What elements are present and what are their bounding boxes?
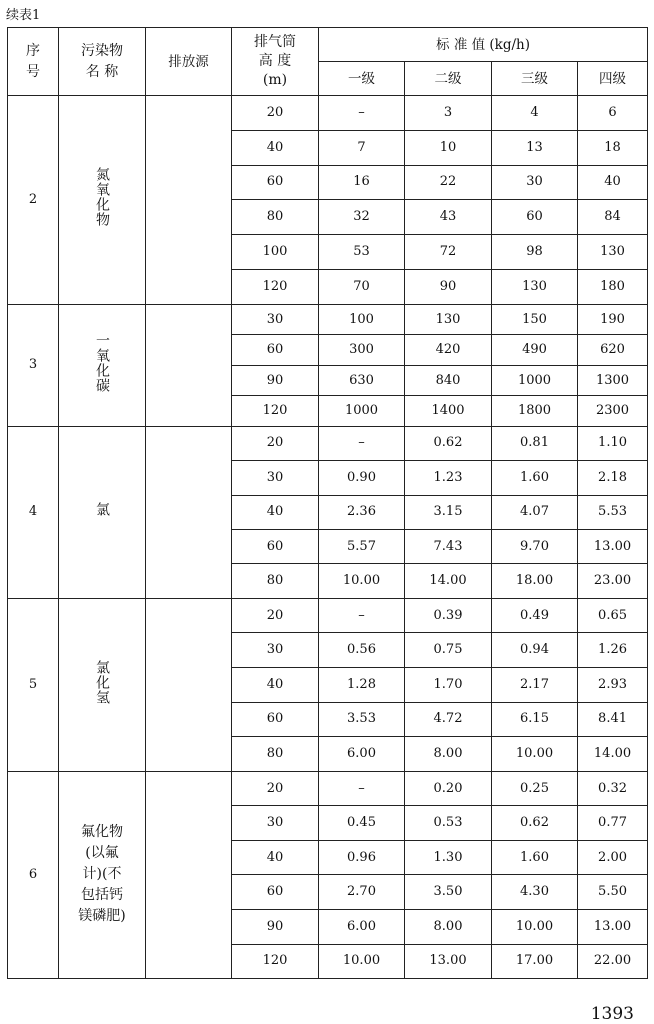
grade-2-value-cell: 10 (405, 130, 492, 165)
pollutant-name: 氮氧化物 (94, 167, 110, 228)
stack-height-cell: 20 (232, 771, 319, 806)
pollutant-name-cell (59, 771, 146, 979)
pollutant-name: 氯 (94, 502, 110, 518)
source-cell (146, 598, 232, 771)
grade-3-value-cell: 4 (492, 96, 578, 131)
grade-3-value-cell: 0.94 (492, 633, 578, 668)
grade-2-value-cell: 3.15 (405, 495, 492, 529)
grade-2-value-cell: 1400 (405, 396, 492, 427)
grade-4-value-cell: 2.93 (578, 667, 648, 702)
grade-4-value-cell: 5.53 (578, 495, 648, 529)
grade-4-value-cell: 13.00 (578, 910, 648, 945)
grade-4-value-cell: 6 (578, 96, 648, 131)
table-row (8, 598, 648, 633)
grade-3-value-cell: 60 (492, 200, 578, 235)
stack-height-cell: 80 (232, 564, 319, 598)
grade-2-value-cell: 4.72 (405, 702, 492, 737)
seq-cell: 4 (8, 426, 59, 598)
stack-height-cell: 90 (232, 365, 319, 396)
grade-4-value-cell: 1300 (578, 365, 648, 396)
grade-4-value-cell: 22.00 (578, 944, 648, 979)
seq-cell: 5 (8, 598, 59, 771)
grade-1-value-cell: 53 (319, 235, 405, 270)
grade-2-value-cell: 7.43 (405, 529, 492, 563)
grade-1-value-cell: 1000 (319, 396, 405, 427)
grade-2-value-cell: 22 (405, 165, 492, 200)
header-pollutant (59, 28, 146, 96)
stack-height-cell: 30 (232, 806, 319, 841)
source-cell (146, 426, 232, 598)
grade-2-value-cell: 43 (405, 200, 492, 235)
grade-3-value-cell: 98 (492, 235, 578, 270)
grade-1-value-cell: – (319, 426, 405, 460)
grade-1-value-cell: 6.00 (319, 737, 405, 772)
grade-3-value-cell: 150 (492, 304, 578, 335)
grade-4-value-cell: 14.00 (578, 737, 648, 772)
grade-3-value-cell: 2.17 (492, 667, 578, 702)
grade-1-value-cell: 300 (319, 335, 405, 366)
pollutant-name: 一氧化碳 (94, 332, 110, 393)
grade-4-value-cell: 84 (578, 200, 648, 235)
header-seq (8, 28, 59, 96)
grade-4-value-cell: 8.41 (578, 702, 648, 737)
pollutant-name: 氯化氢 (94, 659, 110, 705)
grade-1-value-cell: 16 (319, 165, 405, 200)
grade-3-value-cell: 0.81 (492, 426, 578, 460)
table-row (8, 771, 648, 806)
grade-4-value-cell: 180 (578, 269, 648, 304)
grade-1-value-cell: – (319, 598, 405, 633)
grade-3-value-cell: 1.60 (492, 840, 578, 875)
stack-height-cell: 120 (232, 396, 319, 427)
stack-height-cell: 30 (232, 633, 319, 668)
grade-4-value-cell: 1.10 (578, 426, 648, 460)
grade-2-value-cell: 8.00 (405, 910, 492, 945)
grade-1-value-cell: – (319, 771, 405, 806)
grade-3-value-cell: 17.00 (492, 944, 578, 979)
header-grade-2: 二级 (405, 62, 492, 96)
header-row-1 (8, 28, 648, 62)
grade-3-value-cell: 13 (492, 130, 578, 165)
pollutant-name-cell (59, 598, 146, 771)
stack-height-cell: 120 (232, 269, 319, 304)
stack-height-cell: 80 (232, 200, 319, 235)
grade-4-value-cell: 620 (578, 335, 648, 366)
table-row (8, 96, 648, 131)
grade-2-value-cell: 0.62 (405, 426, 492, 460)
stack-height-cell: 100 (232, 235, 319, 270)
stack-height-cell: 30 (232, 461, 319, 495)
seq-cell: 2 (8, 96, 59, 305)
grade-3-value-cell: 0.49 (492, 598, 578, 633)
grade-2-value-cell: 840 (405, 365, 492, 396)
grade-2-value-cell: 1.30 (405, 840, 492, 875)
grade-4-value-cell: 0.65 (578, 598, 648, 633)
grade-2-value-cell: 130 (405, 304, 492, 335)
pollutant-name-cell (59, 426, 146, 598)
grade-1-value-cell: 10.00 (319, 564, 405, 598)
grade-1-value-cell: 0.56 (319, 633, 405, 668)
header-grade-3: 三级 (492, 62, 578, 96)
stack-height-cell: 60 (232, 529, 319, 563)
pollutant-name: 氟化物 (以氟 计)(不 包括钙 镁磷肥) (78, 824, 126, 925)
grade-3-value-cell: 30 (492, 165, 578, 200)
stack-height-cell: 60 (232, 875, 319, 910)
header-grade-4: 四级 (578, 62, 648, 96)
grade-1-value-cell: 0.96 (319, 840, 405, 875)
grade-1-value-cell: 630 (319, 365, 405, 396)
stack-height-cell: 90 (232, 910, 319, 945)
source-cell (146, 771, 232, 979)
source-cell (146, 96, 232, 305)
grade-3-value-cell: 0.62 (492, 806, 578, 841)
grade-2-value-cell: 0.75 (405, 633, 492, 668)
grade-1-value-cell: 5.57 (319, 529, 405, 563)
grade-2-value-cell: 14.00 (405, 564, 492, 598)
stack-height-cell: 20 (232, 426, 319, 460)
grade-4-value-cell: 0.77 (578, 806, 648, 841)
stack-height-cell: 60 (232, 335, 319, 366)
grade-3-value-cell: 10.00 (492, 910, 578, 945)
grade-1-value-cell: – (319, 96, 405, 131)
grade-2-value-cell: 0.39 (405, 598, 492, 633)
grade-1-value-cell: 2.70 (319, 875, 405, 910)
grade-4-value-cell: 2.18 (578, 461, 648, 495)
grade-4-value-cell: 23.00 (578, 564, 648, 598)
stack-height-cell: 120 (232, 944, 319, 979)
grade-2-value-cell: 1.23 (405, 461, 492, 495)
grade-2-value-cell: 90 (405, 269, 492, 304)
grade-3-value-cell: 9.70 (492, 529, 578, 563)
emission-standard-table (7, 27, 648, 979)
grade-4-value-cell: 40 (578, 165, 648, 200)
grade-2-value-cell: 8.00 (405, 737, 492, 772)
pollutant-name-cell (59, 304, 146, 426)
stack-height-cell: 80 (232, 737, 319, 772)
stack-height-cell: 40 (232, 495, 319, 529)
grade-1-value-cell: 0.45 (319, 806, 405, 841)
grade-3-value-cell: 6.15 (492, 702, 578, 737)
grade-3-value-cell: 130 (492, 269, 578, 304)
grade-1-value-cell: 10.00 (319, 944, 405, 979)
grade-1-value-cell: 32 (319, 200, 405, 235)
grade-4-value-cell: 2.00 (578, 840, 648, 875)
header-stack-height (232, 28, 319, 96)
grade-3-value-cell: 4.07 (492, 495, 578, 529)
grade-2-value-cell: 1.70 (405, 667, 492, 702)
pollutant-name-cell (59, 96, 146, 305)
seq-cell: 6 (8, 771, 59, 979)
grade-4-value-cell: 190 (578, 304, 648, 335)
grade-4-value-cell: 13.00 (578, 529, 648, 563)
grade-2-value-cell: 3 (405, 96, 492, 131)
grade-4-value-cell: 2300 (578, 396, 648, 427)
grade-4-value-cell: 0.32 (578, 771, 648, 806)
grade-3-value-cell: 1000 (492, 365, 578, 396)
grade-1-value-cell: 100 (319, 304, 405, 335)
grade-2-value-cell: 3.50 (405, 875, 492, 910)
grade-3-value-cell: 490 (492, 335, 578, 366)
grade-1-value-cell: 2.36 (319, 495, 405, 529)
stack-height-cell: 60 (232, 165, 319, 200)
continued-table-label: 续表1 (6, 8, 41, 23)
seq-cell: 3 (8, 304, 59, 426)
grade-3-value-cell: 1.60 (492, 461, 578, 495)
source-cell (146, 304, 232, 426)
grade-1-value-cell: 0.90 (319, 461, 405, 495)
grade-2-value-cell: 0.20 (405, 771, 492, 806)
grade-2-value-cell: 72 (405, 235, 492, 270)
grade-4-value-cell: 130 (578, 235, 648, 270)
grade-2-value-cell: 0.53 (405, 806, 492, 841)
grade-2-value-cell: 420 (405, 335, 492, 366)
header-source: 排放源 (146, 28, 232, 96)
header-stack-height-text: 排气筒 高 度 (m) (254, 34, 296, 88)
stack-height-cell: 40 (232, 130, 319, 165)
stack-height-cell: 40 (232, 667, 319, 702)
grade-3-value-cell: 4.30 (492, 875, 578, 910)
grade-1-value-cell: 7 (319, 130, 405, 165)
grade-4-value-cell: 18 (578, 130, 648, 165)
stack-height-cell: 20 (232, 598, 319, 633)
grade-3-value-cell: 10.00 (492, 737, 578, 772)
header-grade-1: 一级 (319, 62, 405, 96)
stack-height-cell: 20 (232, 96, 319, 131)
stack-height-cell: 30 (232, 304, 319, 335)
stack-height-cell: 60 (232, 702, 319, 737)
header-seq-text: 序 号 (26, 42, 40, 80)
grade-1-value-cell: 1.28 (319, 667, 405, 702)
grade-2-value-cell: 13.00 (405, 944, 492, 979)
grade-1-value-cell: 6.00 (319, 910, 405, 945)
grade-3-value-cell: 1800 (492, 396, 578, 427)
stack-height-cell: 40 (232, 840, 319, 875)
grade-3-value-cell: 18.00 (492, 564, 578, 598)
grade-3-value-cell: 0.25 (492, 771, 578, 806)
page-number: 1393 (590, 1004, 634, 1024)
table-row (8, 304, 648, 335)
header-standard-value: 标 准 值 (kg/h) (319, 28, 648, 62)
grade-4-value-cell: 1.26 (578, 633, 648, 668)
grade-4-value-cell: 5.50 (578, 875, 648, 910)
grade-1-value-cell: 70 (319, 269, 405, 304)
header-pollutant-text: 污染物 名 称 (81, 42, 123, 80)
table-row (8, 426, 648, 460)
grade-1-value-cell: 3.53 (319, 702, 405, 737)
